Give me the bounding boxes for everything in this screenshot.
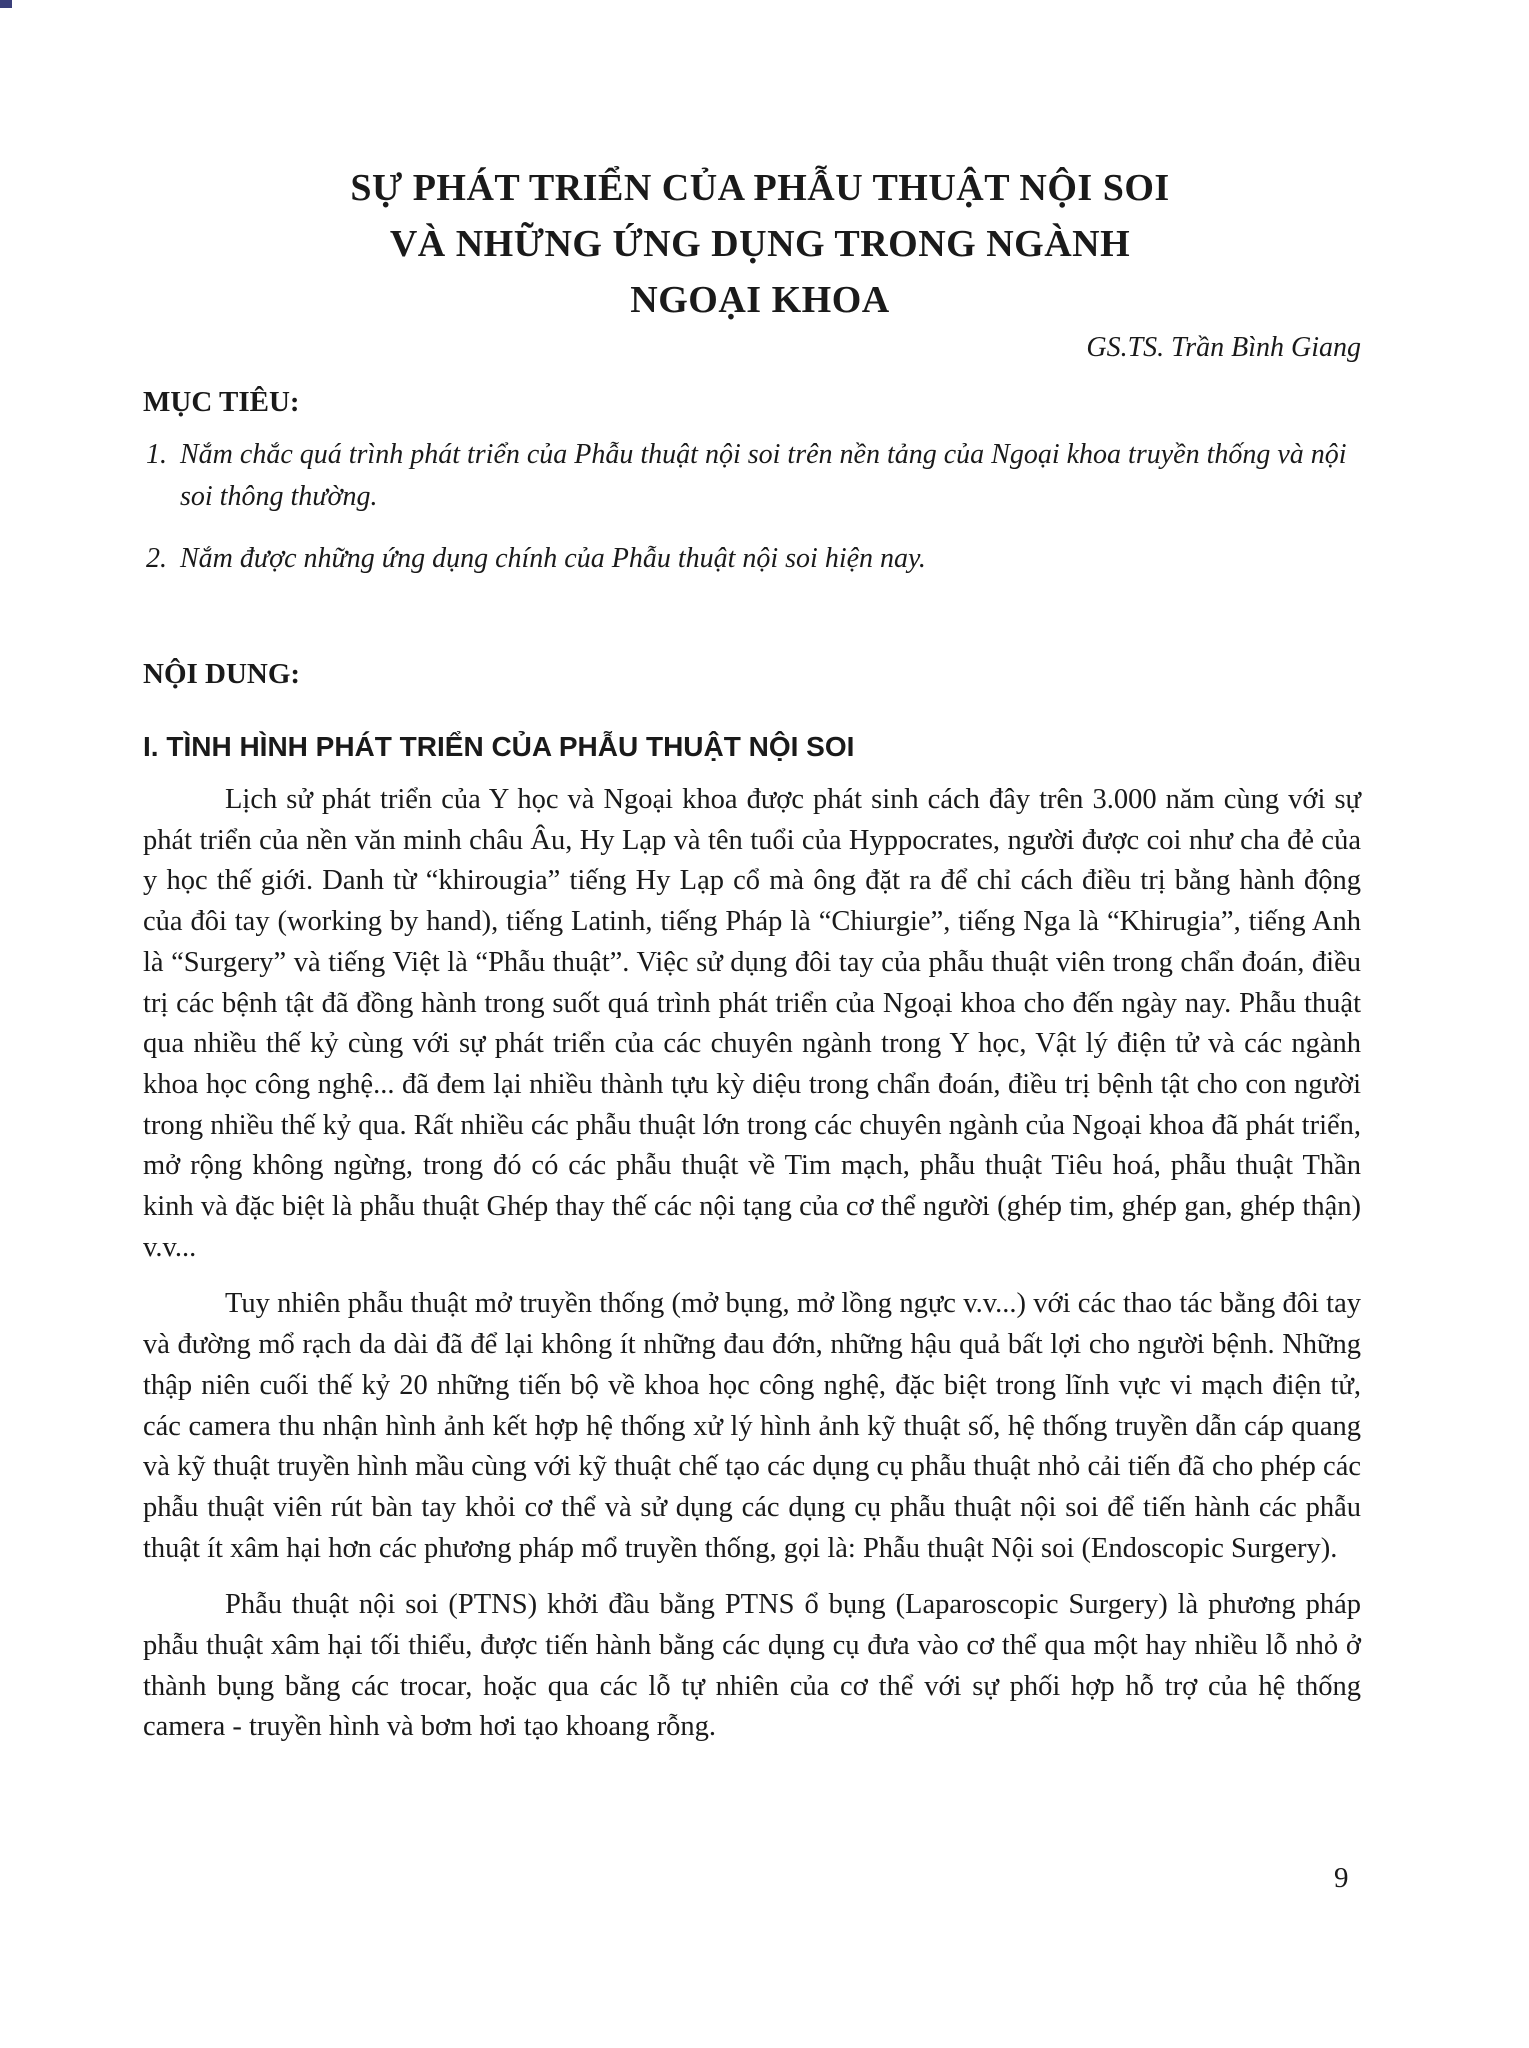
objective-item: [146, 434, 1386, 518]
objective-text: Nắm được những ứng dụng chính của Phẫu thuật nội soi hiện nay.: [180, 543, 926, 574]
objectives-heading: MỤC TIÊU:: [143, 386, 300, 418]
page-number: 9: [1334, 1862, 1349, 1894]
title-line-2: VÀ NHỮNG ỨNG DỤNG TRONG NGÀNH: [389, 223, 1131, 265]
objective-number: 1.: [146, 439, 167, 470]
objective-item: [146, 538, 1386, 580]
objectives-list: [146, 434, 1386, 580]
body-paragraph: Phẫu thuật nội soi (PTNS) khởi đầu bằng PTNS ổ bụng (Laparoscopic Surgery) là phương pháp phẫu thuật xâm hại tối thiểu, được tiến hành bằng các dụng cụ đưa vào cơ thể qua một hay nhiều lỗ nhỏ ở thành bụng bằng các trocar, hoặc qua các lỗ tự nhiên của cơ thể với sự phối hợp hỗ trợ của hệ thống camera - truyền hình và bơm hơi tạo khoang rỗng.: [143, 1589, 1361, 1743]
content-heading: NỘI DUNG:: [143, 658, 301, 690]
author-line: GS.TS. Trần Bình Giang: [1086, 332, 1361, 363]
section-heading: I. TÌNH HÌNH PHÁT TRIỂN CỦA PHẪU THUẬT NỘI SOI: [143, 731, 855, 762]
body-paragraph: Tuy nhiên phẫu thuật mở truyền thống (mở bụng, mở lồng ngực v.v...) với các thao tác bằng đôi tay và đường mổ rạch da dài đã để lại không ít những đau đớn, những hậu quả bất lợi cho người bệnh. Những thập niên cuối thế kỷ 20 những tiến bộ về khoa học công nghệ, đặc biệt trong lĩnh vực vi mạch điện tử, các camera thu nhận hình ảnh kết hợp hệ thống xử lý hình ảnh kỹ thuật số, hệ thống truyền dẫn cáp quang và kỹ thuật truyền hình mầu cùng với kỹ thuật chế tạo các dụng cụ phẫu thuật nhỏ cải tiến đã cho phép các phẫu thuật viên rút bàn tay khỏi cơ thể và sử dụng các dụng cụ phẫu thuật nội soi để tiến hành các phẫu thuật ít xâm hại hơn các phương pháp mổ truyền thống, gọi là: Phẫu thuật Nội soi (Endoscopic Surgery).: [143, 1288, 1361, 1564]
page-title: [180, 160, 1340, 328]
objective-text: Nắm chắc quá trình phát triển của Phẫu thuật nội soi trên nền tảng của Ngoại khoa truyền thống và nội soi thông thường.: [180, 439, 1347, 512]
scan-corner-mark: [0, 0, 12, 8]
objective-number: 2.: [146, 543, 167, 574]
body-paragraph: Lịch sử phát triển của Y học và Ngoại khoa được phát sinh cách đây trên 3.000 năm cùng với sự phát triển của nền văn minh châu Âu, Hy Lạp và tên tuổi của Hyppocrates, người được coi như cha đẻ của y học thế giới. Danh từ “khirougia” tiếng Hy Lạp cổ mà ông đặt ra để chỉ cách điều trị bằng hành động của đôi tay (working by hand), tiếng Latinh, tiếng Pháp là “Chiurgie”, tiếng Nga là “Khirugia”, tiếng Anh là “Surgery” và tiếng Việt là “Phẫu thuật”. Việc sử dụng đôi tay của phẫu thuật viên trong chẩn đoán, điều trị các bệnh tật đã đồng hành trong suốt quá trình phát triển của Ngoại khoa cho đến ngày nay. Phẫu thuật qua nhiều thế kỷ cùng với sự phát triển của các chuyên ngành trong Y học, Vật lý điện tử và các ngành khoa học công nghệ... đã đem lại nhiều thành tựu kỳ diệu trong chẩn đoán, điều trị bệnh tật cho con người trong nhiều thế kỷ qua. Rất nhiều các phẫu thuật lớn trong các chuyên ngành của Ngoại khoa đã phát triển, mở rộng không ngừng, trong đó có các phẫu thuật về Tim mạch, phẫu thuật Tiêu hoá, phẫu thuật Thần kinh và đặc biệt là phẫu thuật Ghép thay thế các nội tạng của cơ thể người (ghép tim, ghép gan, ghép thận) v.v...: [143, 784, 1362, 1263]
body-text: [143, 780, 1361, 1764]
title-line-1: SỰ PHÁT TRIỂN CỦA PHẪU THUẬT NỘI SOI: [350, 167, 1170, 209]
title-line-3: NGOẠI KHOA: [630, 279, 890, 321]
